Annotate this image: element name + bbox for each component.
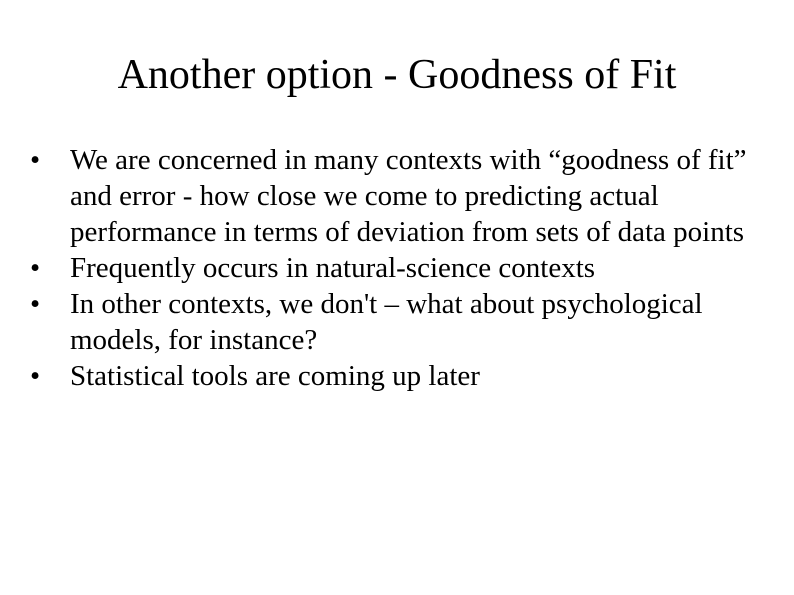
bullet-text: We are concerned in many contexts with “goodness of fit” and error - how close we come to predicting actual performance in terms of deviation from sets of data points bbox=[70, 144, 747, 248]
bullet-item-statistical-tools bbox=[30, 358, 770, 394]
bullet-text: Frequently occurs in natural-science contexts bbox=[70, 252, 596, 284]
slide-title: Another option - Goodness of Fit bbox=[117, 52, 677, 98]
bullet-marker-icon: • bbox=[30, 144, 41, 176]
bullet-marker-icon: • bbox=[30, 288, 41, 320]
bullet-text: Statistical tools are coming up later bbox=[70, 360, 480, 392]
bullet-text: In other contexts, we don't – what about psychological models, for instance? bbox=[70, 288, 703, 356]
bullet-marker-icon: • bbox=[30, 252, 41, 284]
bullet-item-natural-science bbox=[30, 250, 770, 286]
bullet-item-other-contexts bbox=[30, 286, 770, 358]
bullet-item-concerned bbox=[30, 142, 770, 250]
bullet-list bbox=[30, 142, 770, 394]
bullet-marker-icon: • bbox=[30, 360, 41, 392]
